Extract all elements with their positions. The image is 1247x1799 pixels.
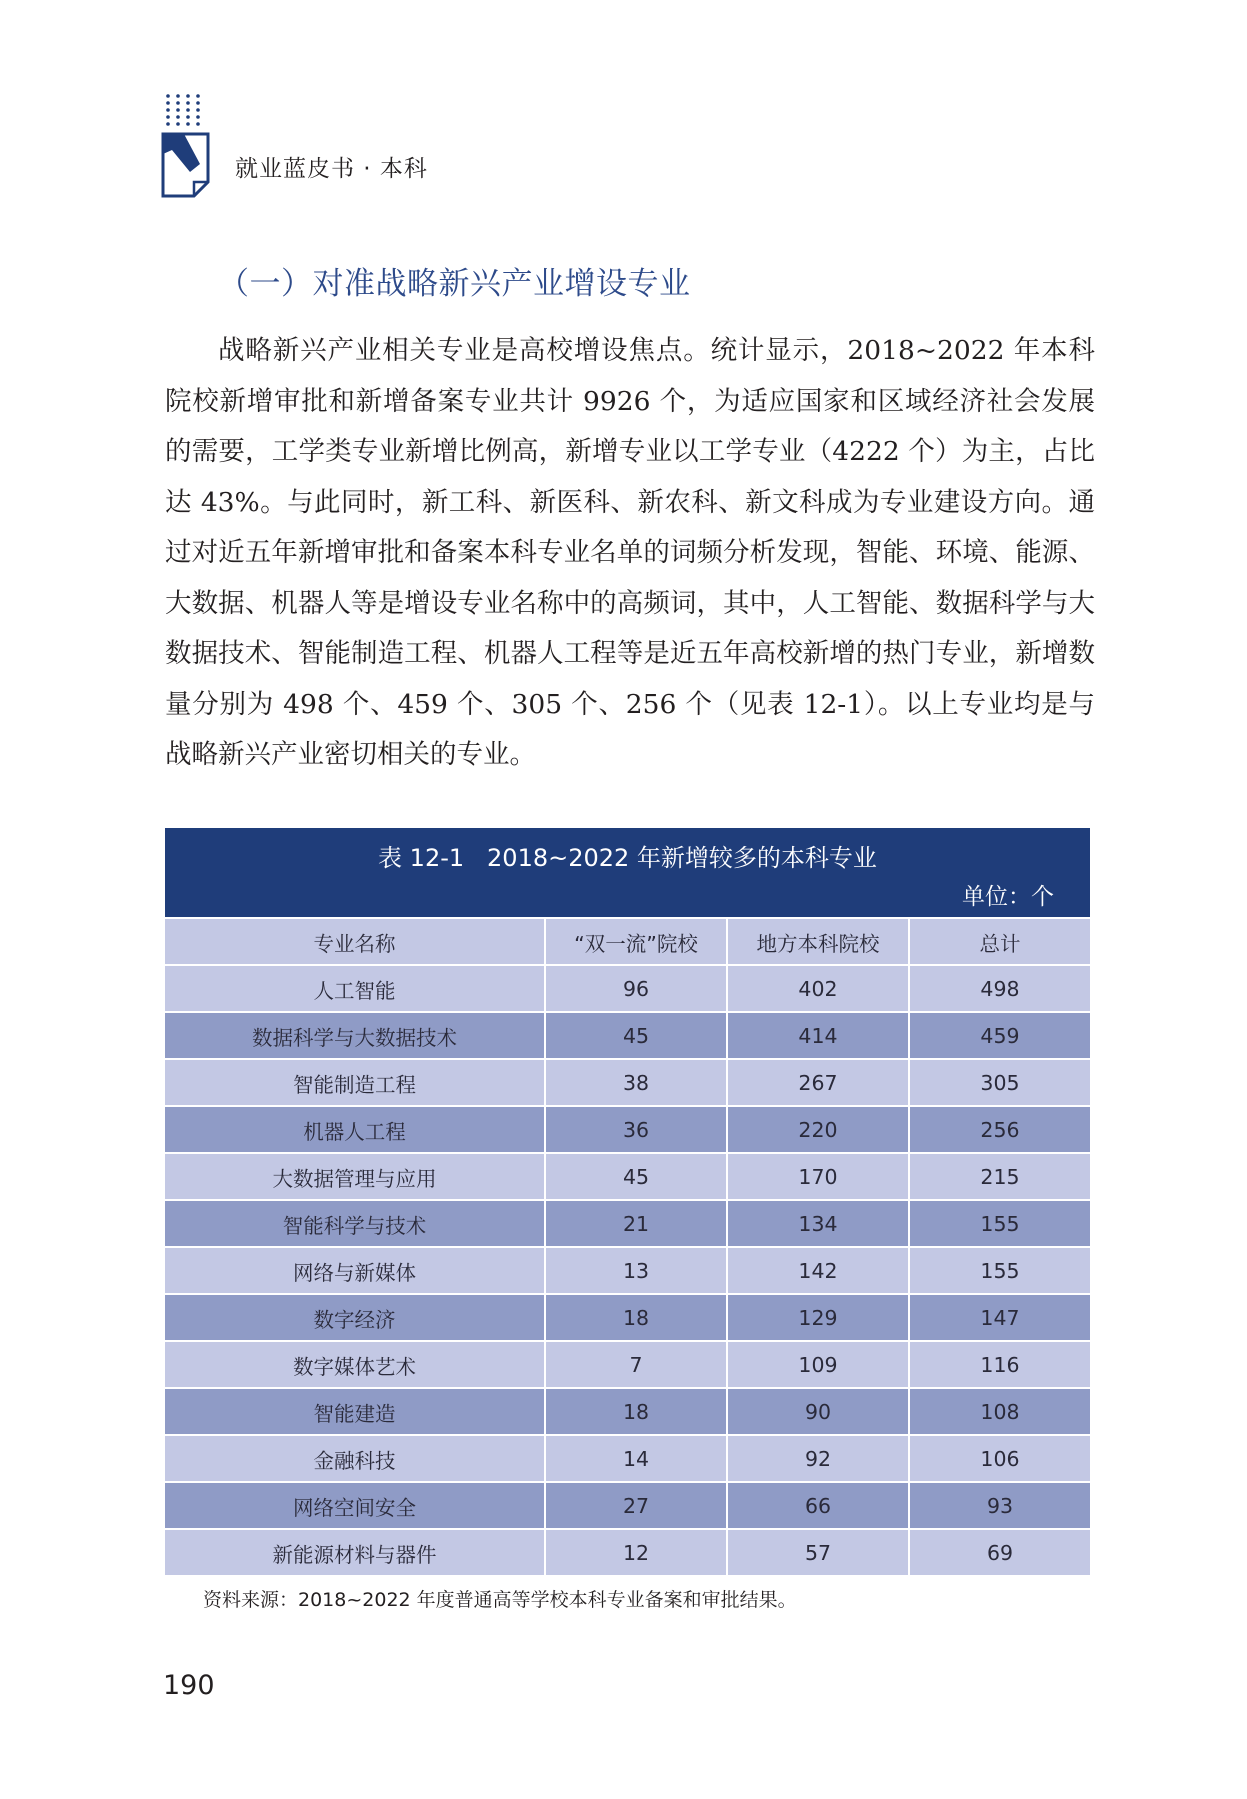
table-row	[165, 1106, 1090, 1153]
double-first-class-cell: 14	[545, 1435, 727, 1482]
double-first-class-cell: 96	[545, 965, 727, 1012]
major-name-cell: 机器人工程	[165, 1106, 545, 1153]
local-university-cell: 220	[727, 1106, 909, 1153]
table-column-headers	[165, 918, 1090, 965]
major-name-cell: 智能科学与技术	[165, 1200, 545, 1247]
major-name-cell: 人工智能	[165, 965, 545, 1012]
major-name-cell: 数字媒体艺术	[165, 1341, 545, 1388]
table-row	[165, 1247, 1090, 1294]
local-university-cell: 402	[727, 965, 909, 1012]
major-name-cell: 数字经济	[165, 1294, 545, 1341]
double-first-class-cell: 13	[545, 1247, 727, 1294]
column-header: 地方本科院校	[727, 918, 909, 965]
major-name-cell: 新能源材料与器件	[165, 1529, 545, 1575]
double-first-class-cell: 45	[545, 1012, 727, 1059]
total-cell: 215	[909, 1153, 1090, 1200]
local-university-cell: 267	[727, 1059, 909, 1106]
total-cell: 147	[909, 1294, 1090, 1341]
double-first-class-cell: 18	[545, 1388, 727, 1435]
double-first-class-cell: 38	[545, 1059, 727, 1106]
total-cell: 116	[909, 1341, 1090, 1388]
local-university-cell: 66	[727, 1482, 909, 1529]
table-row	[165, 965, 1090, 1012]
double-first-class-cell: 12	[545, 1529, 727, 1575]
table-row	[165, 1200, 1090, 1247]
table-header-band	[165, 828, 1090, 917]
table-row	[165, 1435, 1090, 1482]
local-university-cell: 92	[727, 1435, 909, 1482]
table-title: 表 12-1 2018~2022 年新增较多的本科专业	[378, 844, 877, 872]
local-university-cell: 90	[727, 1388, 909, 1435]
total-cell: 108	[909, 1388, 1090, 1435]
table-row	[165, 1059, 1090, 1106]
total-cell: 93	[909, 1482, 1090, 1529]
total-cell: 256	[909, 1106, 1090, 1153]
local-university-cell: 414	[727, 1012, 909, 1059]
local-university-cell: 109	[727, 1341, 909, 1388]
page-number: 190	[163, 1670, 215, 1701]
local-university-cell: 129	[727, 1294, 909, 1341]
total-cell: 106	[909, 1435, 1090, 1482]
table-row	[165, 1341, 1090, 1388]
table-row	[165, 1153, 1090, 1200]
table-row	[165, 1294, 1090, 1341]
double-first-class-cell: 21	[545, 1200, 727, 1247]
double-first-class-cell: 27	[545, 1482, 727, 1529]
section-heading: （一）对准战略新兴产业增设专业	[218, 266, 691, 302]
table-row	[165, 1012, 1090, 1059]
major-name-cell: 网络空间安全	[165, 1482, 545, 1529]
table-row	[165, 1529, 1090, 1575]
total-cell: 69	[909, 1529, 1090, 1575]
table-row	[165, 1388, 1090, 1435]
local-university-cell: 170	[727, 1153, 909, 1200]
major-name-cell: 网络与新媒体	[165, 1247, 545, 1294]
table-unit: 单位：个	[962, 884, 1054, 910]
column-header: 专业名称	[165, 918, 545, 965]
total-cell: 305	[909, 1059, 1090, 1106]
total-cell: 155	[909, 1200, 1090, 1247]
major-name-cell: 数据科学与大数据技术	[165, 1012, 545, 1059]
data-table	[165, 828, 1090, 1575]
body-paragraph: 战略新兴产业相关专业是高校增设焦点。统计显示，2018~2022 年本科院校新增审批和新增备案专业共计 9926 个，为适应国家和区域经济社会发展的需要，工学类专业新增比例高，新增专业以工学专业（4222 个）为主，占比达 43%。与此同时，新工科、新医科、新农科、新文科成为专业建设方向。通过对近五年新增审批和备案本科专业名单的词频分析发现，智能、环境、能源、大数据、机器人等是增设专业名称中的高频词，其中，人工智能、数据科学与大数据技术、智能制造工程、机器人工程等是近五年高校新增的热门专业，新增数量分别为 498 个、459 个、305 个、256 个（见表 12-1）。以上专业均是与战略新兴产业密切相关的专业。	[165, 335, 1095, 770]
double-first-class-cell: 45	[545, 1153, 727, 1200]
double-first-class-cell: 36	[545, 1106, 727, 1153]
local-university-cell: 142	[727, 1247, 909, 1294]
major-name-cell: 大数据管理与应用	[165, 1153, 545, 1200]
double-first-class-cell: 18	[545, 1294, 727, 1341]
column-header: “双一流”院校	[545, 918, 727, 965]
total-cell: 155	[909, 1247, 1090, 1294]
table-source-note: 资料来源：2018~2022 年度普通高等学校本科专业备案和审批结果。	[203, 1589, 797, 1611]
local-university-cell: 57	[727, 1529, 909, 1575]
double-first-class-cell: 7	[545, 1341, 727, 1388]
major-name-cell: 金融科技	[165, 1435, 545, 1482]
running-title: 就业蓝皮书 · 本科	[235, 156, 428, 182]
local-university-cell: 134	[727, 1200, 909, 1247]
column-header: 总计	[909, 918, 1090, 965]
major-name-cell: 智能制造工程	[165, 1059, 545, 1106]
major-name-cell: 智能建造	[165, 1388, 545, 1435]
total-cell: 459	[909, 1012, 1090, 1059]
total-cell: 498	[909, 965, 1090, 1012]
table-row	[165, 1482, 1090, 1529]
book-corner-logo-icon	[160, 92, 212, 200]
